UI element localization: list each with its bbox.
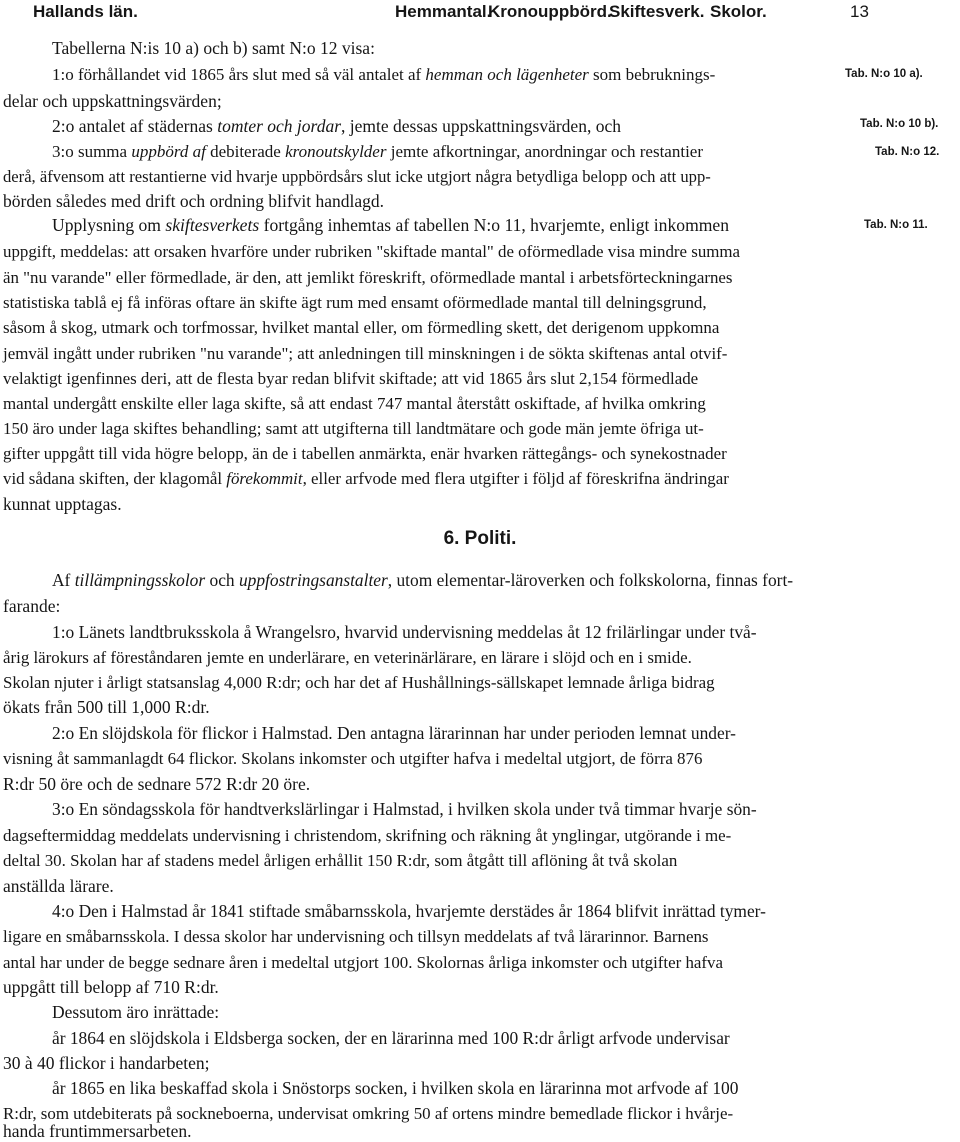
text-line: gifter uppgått till vida högre belopp, än de i tabellen anmärkta, enär hvarken rättegångs- och synekostnader [3, 444, 727, 463]
text-line: 3:o En söndagsskola för handtverkslärlingar i Halmstad, i hvilken skola under två timmar hvarje sön- [52, 799, 757, 819]
text-line: ligare en småbarnsskola. I dessa skolor har undervisning och tillsyn meddelats af två lärarinnor. Barnens [3, 927, 709, 946]
text-line: handa fruntimmersarbeten. [3, 1121, 192, 1141]
text-line: statistiska tablå ej få införas oftare än skifte ägt rum med ensamt oförmedlade mantal till delningsgrund, [3, 293, 707, 312]
margin-ref-tab-10b: Tab. N:o 10 b). [860, 118, 939, 130]
text-line: år 1865 en lika beskaffad skola i Snöstorps socken, i hvilken skola en lärarinna mot arfvode af 100 [52, 1078, 739, 1098]
header-region: Hallands län. [33, 2, 138, 21]
header-topic-kronouppbord: Kronouppbörd. [488, 2, 612, 21]
section-heading: 6. Politi. [443, 528, 517, 549]
text-line: derå, äfvensom att restantierne vid hvarje uppbördsårs slut icke utgjort några betydliga belopp och att upp- [3, 167, 711, 186]
text-line: 4:o Den i Halmstad år 1841 stiftade småbarnsskola, hvarjemte derstädes år 1864 blifvit inrättad tymer- [52, 901, 766, 921]
margin-ref-tab-10a: Tab. N:o 10 a). [845, 68, 923, 80]
text-line: dagseftermiddag meddelats undervisning i christendom, skrifning och räkning åt ynglingar, utgörande i me- [3, 826, 732, 845]
text-line: uppgift, meddelas: att orsaken hvarföre under rubriken "skiftade mantal" de oförmedlade visa mindre summa [3, 242, 741, 261]
text-line: antal har under de begge sednare åren i medeltal utgjort 100. Skolornas årliga inkomster och utgifter hafva [3, 953, 723, 972]
text-line: 2:o En slöjdskola för flickor i Halmstad. Den antagna lärarinnan har under perioden lemnat under- [52, 723, 736, 743]
text-line: Tabellerna N:is 10 a) och b) samt N:o 12 visa: [52, 38, 375, 58]
text-line: velaktigt igenfinnes deri, att de flesta byar redan blifvit skiftade; att vid 1865 års slut 2,154 förmedlade [3, 369, 699, 388]
text-line: vid sådana skiften, der klagomål förekommit, eller arfvode med flera utgifter i följd af föreskrifna ändringar [3, 469, 729, 488]
text-line: år 1864 en slöjdskola i Eldsberga socken, der en lärarinna med 100 R:dr årligt arfvode undervisar [52, 1028, 730, 1048]
text-line: R:dr, som utdebiterats på sockneboerna, undervisat omkring 50 af ortens mindre bemedlade flickor i hvårje- [3, 1104, 734, 1123]
text-line: börden således med drift och ordning blifvit handlagd. [3, 191, 385, 211]
running-header [0, 0, 960, 26]
text-line: 2:o antalet af städernas tomter och jordar, jemte dessas uppskattningsvärden, och [52, 116, 621, 136]
text-line: Upplysning om skiftesverkets fortgång inhemtas af tabellen N:o 11, hvarjemte, enligt inkommen [52, 215, 730, 235]
text-line: Af tillämpningsskolor och uppfostringsanstalter, utom elementar-läroverken och folkskolorna, finnas fort- [52, 570, 794, 590]
text-line: 150 äro under laga skiftes behandling; samt att utgifterna till landtmätare och gode män jemte öfriga ut- [3, 419, 704, 438]
text-line: farande: [3, 596, 61, 616]
margin-ref-tab-12: Tab. N:o 12. [875, 146, 940, 158]
text-line: än "nu varande" eller förmedlade, är den, att jemlikt föreskrift, oförmedlade mantal i arbetsförteckningarnes [3, 268, 733, 287]
text-line: mantal undergått enskilte eller laga skifte, så att endast 747 mantal återstått oskiftade, af hvilka omkring [3, 394, 706, 413]
text-line: såsom å skog, utmark och torfmossar, hvilket mantal eller, om förmedling skett, det derigenom uppkomna [3, 318, 720, 337]
text-line: ökats från 500 till 1,000 R:dr. [3, 697, 210, 717]
text-line: visning åt sammanlagdt 64 flickor. Skolans inkomster och utgifter hafva i medeltal utgjort, de förra 876 [3, 749, 703, 768]
header-topic-hemmantal: Hemmantal. [395, 2, 492, 21]
text-line: anställda lärare. [3, 876, 114, 896]
text-line: Skolan njuter i årligt statsanslag 4,000 R:dr; och har det af Hushållnings-sällskapet lemnade årliga bidrag [3, 673, 715, 692]
text-line: 30 à 40 flickor i handarbeten; [3, 1053, 210, 1073]
text-line: R:dr 50 öre och de sednare 572 R:dr 20 öre. [3, 774, 311, 794]
text-line: deltal 30. Skolan har af stadens medel årligen erhållit 150 R:dr, som åtgått till aflöning åt två skolan [3, 851, 678, 870]
text-line: 3:o summa uppbörd af debiterade kronoutskylder jemte afkortningar, anordningar och restantier [52, 142, 703, 161]
text-line: årig lärokurs af föreståndaren jemte en underlärare, en veterinärlärare, en lärare i slöjd och en i smide. [3, 648, 692, 667]
margin-ref-tab-11: Tab. N:o 11. [864, 219, 928, 231]
text-line: 1:o Länets landtbruksskola å Wrangelsro, hvarvid undervisning meddelas åt 12 frilärlingar under två- [52, 622, 757, 642]
page-number: 13 [850, 2, 869, 21]
text-line: Dessutom äro inrättade: [52, 1002, 220, 1022]
text-line: 1:o förhållandet vid 1865 års slut med så väl antalet af hemman och lägenheter som bebruknings- [52, 65, 716, 84]
text-line: uppgått till belopp af 710 R:dr. [3, 977, 219, 997]
text-line: kunnat upptagas. [3, 494, 122, 514]
header-topic-skiftesverk: Skiftesverk. [609, 2, 705, 21]
text-line: delar och uppskattningsvärden; [3, 91, 222, 111]
header-topic-skolor: Skolor. [710, 2, 767, 21]
text-line: jemväl ingått under rubriken "nu varande"; att anledningen till minskningen i de sökta skiftenas antal otvif- [3, 344, 728, 363]
